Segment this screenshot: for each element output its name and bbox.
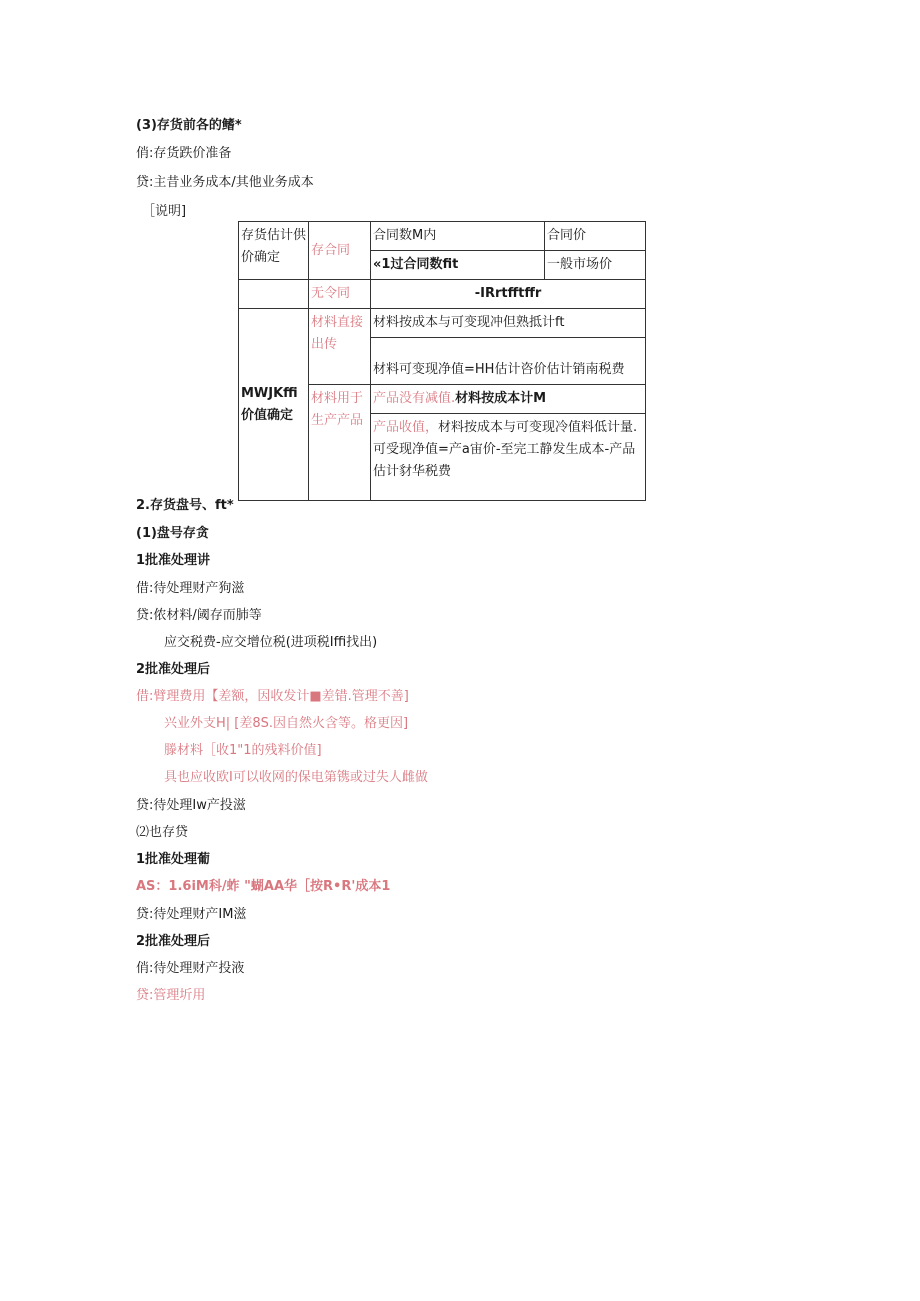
red-text: 产品收值，	[373, 420, 439, 435]
valuation-table	[238, 221, 646, 501]
red-text-line: AS：1.6iM科/蚱 "蝴AA华［按R•R'成本1	[136, 879, 391, 894]
table-cell: 材料用于生产产品	[309, 385, 371, 501]
table-cell: 无令同	[309, 280, 371, 309]
step-heading: 2批准处理后	[136, 662, 211, 677]
table-cell: 材料直接出传	[309, 309, 371, 385]
red-text-line: 具也应收欧I可以收网的保电第镌或过失人雌做	[164, 770, 428, 785]
table-cell	[371, 385, 646, 414]
table-cell: 合同价	[545, 222, 646, 251]
red-text-line: 滕材料［收1"1的残料价值]	[164, 743, 322, 758]
table-cell: 材料按成本与可变现冲但熟抵计ft	[371, 309, 646, 338]
text-line: 贷:侬材料/阈存而肺等	[136, 608, 262, 623]
table-cell: 存货估计供价确定	[239, 222, 309, 280]
cell-text: 材料按成本计M	[455, 391, 547, 406]
section-heading-3: (3)存货前各的鳍*	[136, 118, 242, 133]
step-heading: 1批准处理葡	[136, 852, 211, 867]
table-cell: 合同数M内	[371, 222, 545, 251]
table-cell	[239, 280, 309, 309]
text-line: 贷:待处理Iw产投滋	[136, 798, 246, 813]
subheading: ⑵也存贷	[136, 825, 189, 840]
text-line: 贷:主昔业务成本/其他业务成本	[136, 175, 314, 190]
cell-text: 材料按成本与可变现冷值料低计量.可受现净值=产a宙价-至完工静发生成本-产品估计豺华税费	[373, 420, 638, 479]
red-text: 产品没有减值.	[373, 391, 456, 406]
step-heading: 1批准处理讲	[136, 553, 211, 568]
text-line: 贷:待处理财产IM滋	[136, 907, 247, 922]
red-text-line: 借:臂理费用【差额，因收发计■差错.管理不善]	[136, 689, 409, 704]
red-text-line: 贷:管理圻用	[136, 988, 206, 1003]
text-line: 俏:待处理财产投液	[136, 961, 245, 976]
table-cell: 存合同	[309, 222, 371, 280]
text-line: 借:待处理财产狗滋	[136, 581, 245, 596]
table-cell: 一般市场价	[545, 251, 646, 280]
text-line: 应交税费-应交增位税(进项税Iffi找出)	[164, 635, 378, 650]
table-cell: -IRrtfftffr	[371, 280, 646, 309]
red-text-line: 兴业外支H| [差8S.因自然火含等。格更因]	[164, 716, 409, 731]
step-heading: 2批准处理后	[136, 934, 211, 949]
table-cell	[371, 414, 646, 501]
note-label: ［说明]	[142, 204, 187, 219]
text-line: 俏:存货跌价准备	[136, 146, 232, 161]
section-heading-2: 2.存货盘号、ft*	[136, 498, 234, 513]
subheading: (1)盘号存贪	[136, 526, 209, 541]
table-cell: 材料可变现净值=HH估计咨价估计销南税费	[371, 338, 646, 385]
table-cell: «1过合同数fit	[371, 251, 545, 280]
table-cell: MWJKffi价值确定	[239, 309, 309, 501]
